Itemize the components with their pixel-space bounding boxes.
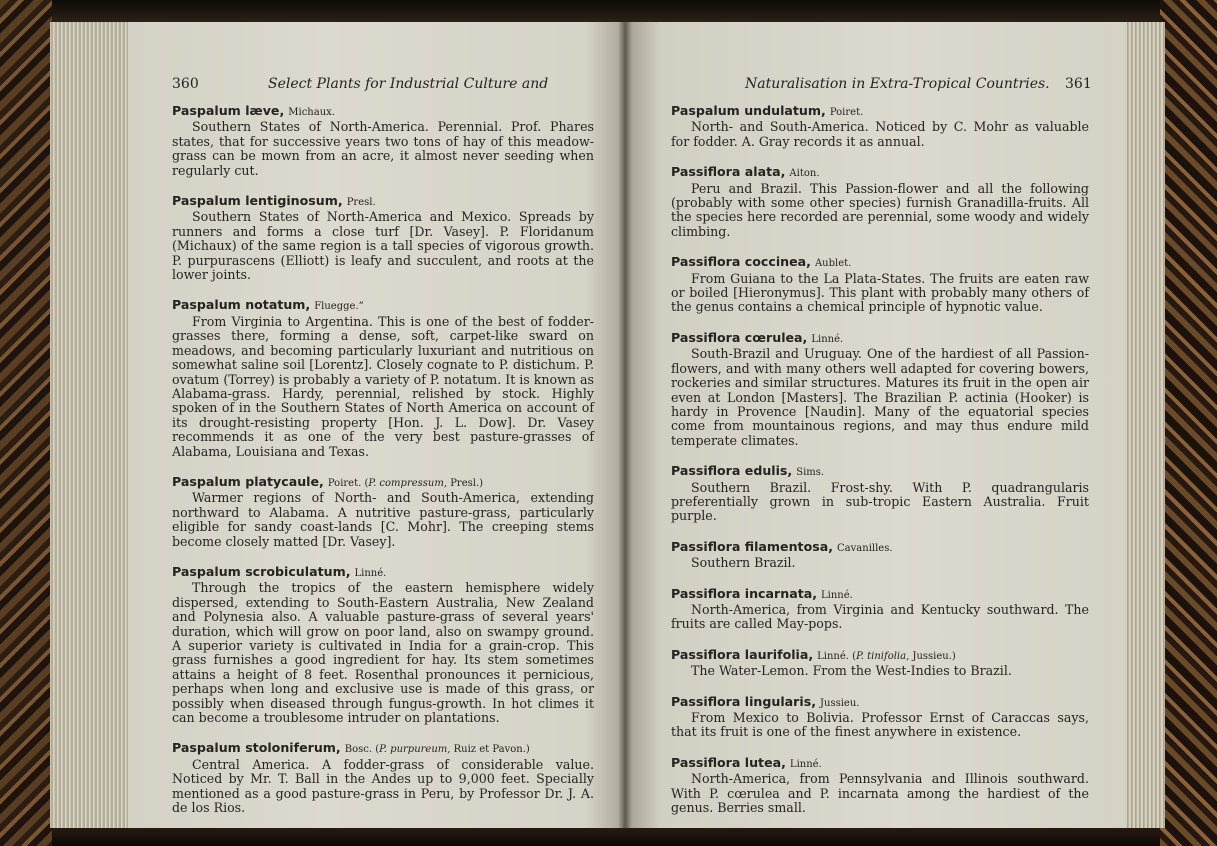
species-entry — [671, 587, 1089, 632]
species-name: Passiflora lutea, — [671, 754, 786, 770]
marbled-cover-right — [1160, 0, 1217, 846]
entry-description: South-Brazil and Uruguay. One of the hardiest of all Passion-flowers, and with many others well adapted for covering bowers, rockeries and similar structures. Matures its fruit in the open air even at London [Masters]. The Brazilian P. actinia (Hooker) is hardy in Provence [Naudin]. Many of the equatorial species come from mountainous regions, and may thus endure mild temperate climates. — [671, 346, 1089, 448]
species-entry — [172, 298, 594, 458]
synonym-authority: Ruiz et Pavon.) — [450, 744, 530, 756]
entry-heading — [172, 475, 594, 491]
entry-heading — [671, 587, 1089, 603]
marbled-cover-left — [0, 0, 52, 846]
entry-heading — [172, 194, 594, 210]
species-name: Paspalum platycaule, — [172, 473, 324, 489]
species-authority: Sims. — [796, 467, 825, 479]
species-name: Paspalum lentiginosum, — [172, 193, 343, 209]
species-name: Passiflora incarnata, — [671, 585, 818, 601]
running-head: Select Plants for Industrial Culture and — [268, 76, 549, 92]
species-entry — [671, 331, 1089, 448]
species-name: Passiflora coccinea, — [671, 254, 811, 270]
species-authority: Linné. — [354, 567, 387, 579]
species-entry — [172, 104, 594, 178]
species-authority: Linné. — [811, 333, 844, 345]
species-entry — [671, 255, 1089, 315]
entries — [172, 104, 594, 831]
species-authority: Bosc. — [344, 744, 373, 756]
species-entry — [172, 741, 594, 815]
species-entry — [671, 695, 1089, 740]
cover-edge-top — [0, 0, 1217, 22]
species-name: Paspalum læve, — [172, 103, 285, 118]
running-head: Naturalisation in Extra-Tropical Countries. — [745, 76, 1050, 92]
synonym — [849, 651, 956, 662]
entry-description: From Virginia to Argentina. This is one of the best of fodder-grasses there, forming a dense, soft, carpet-like sward on meadows, and becoming particularly luxuriant and nutritious on somewhat saline soil [Lorentz]. Closely cognate to P. distichum. P. ovatum (Torrey) is probably a variety of P. notatum. It is known as Alabama-grass. Hardy, perennial, relished by stock. Highly spoken of in the Southern States of North America on account of its drought-resisting property [Hon. J. L. Dow]. Dr. Vasey recommends it as one of the very best pasture-grasses of Alabama, Louisiana and Texas. — [172, 313, 594, 459]
entry-heading — [671, 648, 1089, 664]
synonym — [361, 478, 483, 489]
species-entry — [671, 648, 1089, 679]
species-authority: Linné. — [821, 589, 853, 601]
entry-heading — [172, 298, 594, 314]
species-authority: Poiret. — [829, 107, 864, 118]
species-authority: Cavanilles. — [837, 542, 893, 554]
entry-heading — [671, 540, 1089, 556]
species-entry — [671, 464, 1089, 524]
species-entry — [671, 540, 1089, 571]
page-number: 361 — [1065, 76, 1092, 92]
entry-heading — [671, 331, 1089, 347]
synonym — [372, 744, 530, 755]
species-authority: Aublet. — [814, 258, 852, 270]
entry-description: Southern Brazil. — [691, 555, 796, 571]
page-edges-right — [1120, 22, 1165, 828]
page-edges-left — [50, 22, 140, 828]
species-authority: Jussieu. — [820, 697, 860, 709]
species-authority: Poiret. — [327, 477, 362, 489]
page-number: 360 — [172, 76, 199, 92]
entry-description: From Mexico to Bolivia. Professor Ernst of Caraccas says, that its fruit is one of the finest anywhere in existence. — [671, 710, 1089, 740]
species-name: Passiflora laurifolia, — [671, 646, 814, 662]
entry-description: North- and South-America. Noticed by C. Mohr as valuable for fodder. A. Gray records it as annual. — [671, 119, 1089, 149]
entries — [671, 104, 1089, 831]
species-name: Paspalum scrobiculatum, — [172, 563, 351, 579]
entry-description: From Guiana to the La Plata-States. The fruits are eaten raw or boiled [Hieronymus]. This plant with probably many others of the genus contains a chemical principle of hypnotic value. — [671, 270, 1089, 315]
entry-heading — [671, 695, 1089, 711]
species-entry — [671, 165, 1089, 239]
species-entry — [172, 194, 594, 282]
species-authority: Linné. — [817, 650, 849, 662]
entry-heading — [671, 104, 1089, 120]
entry-heading — [671, 464, 1089, 480]
species-entry — [671, 756, 1089, 816]
species-authority: Presl. — [346, 197, 376, 209]
entry-description: Southern Brazil. Frost-shy. With P. quadrangularis preferentially grown in sub-tropic Eastern Australia. Fruit purple. — [671, 479, 1089, 524]
species-name: Paspalum notatum, — [172, 297, 311, 313]
entry-heading — [671, 165, 1089, 181]
entry-heading — [671, 255, 1089, 271]
species-authority: Fluegge.” — [314, 301, 364, 313]
entry-heading — [671, 756, 1089, 772]
species-name: Paspalum stoloniferum, — [172, 740, 341, 756]
entry-heading — [172, 565, 594, 581]
entry-description: The Water-Lemon. From the West-Indies to Brazil. — [691, 663, 1012, 679]
synonym-authority: Jussieu.) — [909, 650, 956, 662]
entry-heading — [172, 741, 594, 757]
entry-description: Through the tropics of the eastern hemisphere widely dispersed, extending to South-Eastern Australia, New Zealand and Polynesia also. A valuable pasture-grass of several years' duration, which will grow on poor land, also on swampy ground. A superior variety is cultivated in India for a grain-crop. This grass furnishes a good ingredient for hay. Its stem sometimes attains a height of 8 feet. Rosenthal pronounces it pernicious, perhaps when long and exclusive use is made of this grass, or possibly when diseased through fungus-growth. In hot climes it can become a troublesome intruder on plantations. — [172, 580, 594, 726]
species-name: Passiflora filamentosa, — [671, 538, 834, 554]
species-name: Passiflora alata, — [671, 164, 786, 180]
synonym-name: P. purpureum, — [379, 744, 451, 756]
species-name: Passiflora lingularis, — [671, 693, 816, 709]
entry-description: Peru and Brazil. This Passion-flower and all the following (probably with some other species) furnish Granadilla-fruits. All the species here recorded are perennial, some woody and widely climbing. — [671, 180, 1089, 239]
right-page — [625, 22, 1125, 828]
gutter-shadow — [618, 22, 632, 828]
synonym-authority: Presl.) — [447, 477, 484, 489]
species-authority: Linné. — [789, 758, 822, 770]
entry-description: Southern States of North-America. Perennial. Prof. Phares states, that for successive years two tons of hay of this meadow-grass can be mown from an acre, it almost never seeding when regularly cut. — [172, 119, 594, 178]
entry-description: Warmer regions of North- and South-America, extending northward to Alabama. A nutritive pasture-grass, particularly eligible for sandy coast-lands [C. Mohr]. The creeping stems become closely matted [Dr. Vasey]. — [172, 490, 594, 549]
entry-description: Central America. A fodder-grass of considerable value. Noticed by Mr. T. Ball in the Andes up to 9,000 feet. Specially mentioned as a good pasture-grass in Peru, by Professor Dr. J. A. de los Rios. — [172, 756, 594, 816]
species-authority: Michaux. — [288, 107, 335, 118]
species-name: Paspalum undulatum, — [671, 103, 826, 118]
entry-heading — [172, 104, 594, 120]
species-authority: Aiton. — [789, 168, 820, 180]
entry-description: Southern States of North-America and Mexico. Spreads by runners and forms a close turf [Dr. Vasey]. P. Floridanum (Michaux) of the same region is a tall species of vigorous growth. P. purpurascens (Elliott) is leafy and succulent, and roots at the lower joints. — [172, 209, 594, 283]
synonym-open: ( — [364, 477, 369, 489]
left-page — [128, 22, 625, 828]
species-entry — [671, 104, 1089, 149]
species-name: Passiflora edulis, — [671, 463, 793, 479]
entry-description: North-America, from Virginia and Kentucky southward. The fruits are called May-pops. — [671, 601, 1089, 632]
species-entry — [172, 475, 594, 549]
synonym-name: P. tinifolia, — [856, 650, 910, 662]
species-entry — [172, 565, 594, 725]
synonym-name: P. compressum, — [368, 477, 448, 489]
entry-description: North-America, from Pennsylvania and Illinois southward. With P. cœrulea and P. incarnata among the hardiest of the genus. Berries small. — [671, 771, 1089, 816]
species-name: Passiflora cœrulea, — [671, 329, 808, 345]
synonym-open: ( — [852, 650, 857, 662]
synonym-open: ( — [375, 744, 380, 756]
